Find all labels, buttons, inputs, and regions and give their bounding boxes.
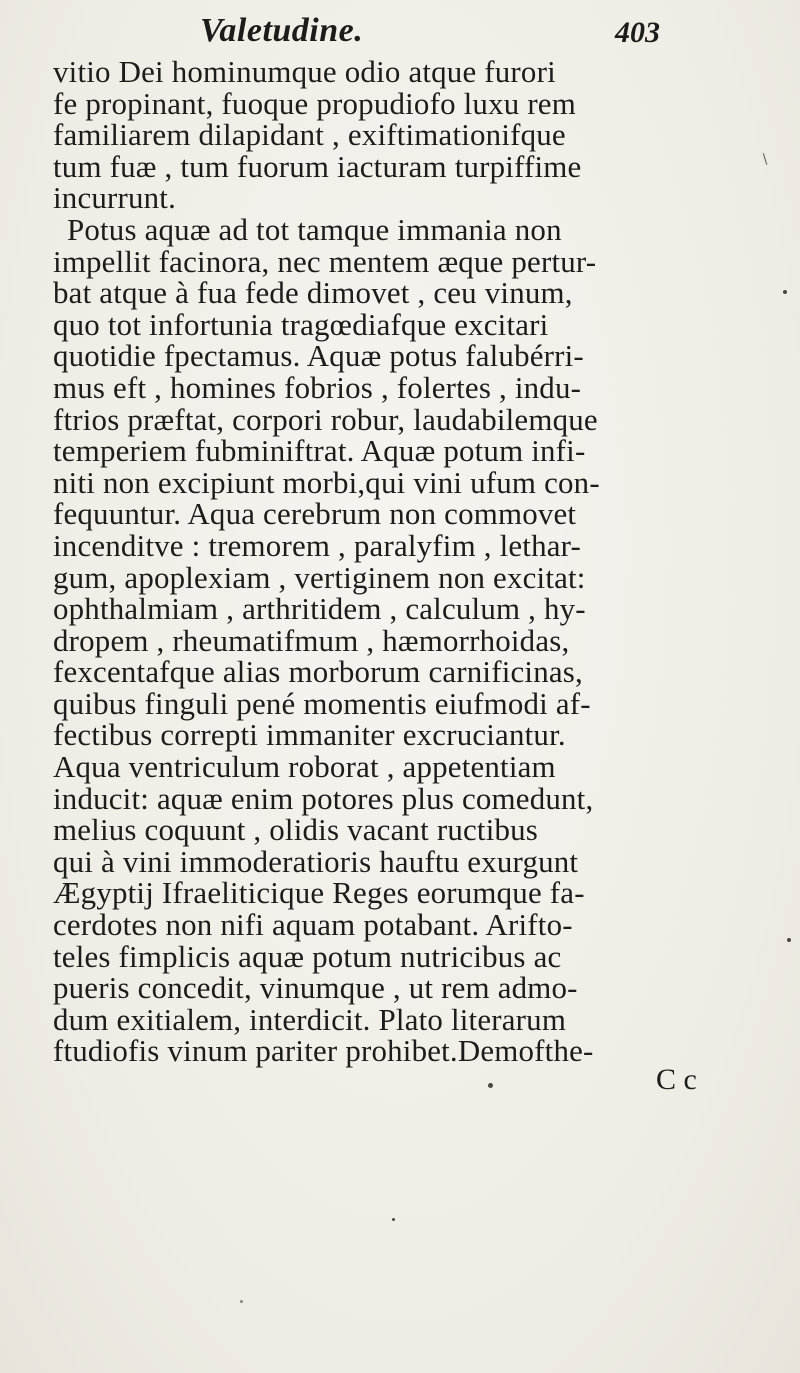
text-line: familiarem dilapidant , exiftimationifque [53, 117, 566, 153]
text-line: bat atque à fua fede dimovet , ceu vinum, [53, 275, 573, 311]
ink-fleck [488, 1083, 493, 1088]
text-line: quibus finguli pené momentis eiufmodi af- [53, 685, 591, 721]
text-line: dropem , rheumatifmum , hæmorrhoidas, [53, 622, 570, 658]
text-line: mus eft , homines fobrios , folertes , indu- [53, 369, 582, 405]
body-text [53, 56, 773, 1067]
text-line: Potus aquæ ad tot tamque immania non [66, 211, 562, 247]
text-line: Ægyptij Ifraeliticique Reges eorumque fa- [53, 875, 585, 911]
ink-fleck [240, 1300, 243, 1303]
text-line: quotidie fpectamus. Aquæ potus falubérri- [53, 338, 584, 374]
text-line: Aqua ventriculum roborat , appetentiam [53, 749, 556, 785]
ink-fleck [787, 938, 791, 942]
text-line: melius coquunt , olidis vacant ructibus [53, 812, 539, 848]
text-line: impellit facinora, nec mentem æque pertur- [53, 243, 597, 279]
text-line: ftudiofis vinum pariter prohibet.Demofthe- [53, 1033, 594, 1069]
ink-fleck [392, 1218, 395, 1221]
margin-mark: ∖ [760, 152, 769, 168]
text-line: gum, apoplexiam , vertiginem non excitat: [53, 559, 586, 595]
text-line: fequuntur. Aqua cerebrum non commovet [53, 496, 577, 532]
catchword: C c [656, 1063, 697, 1096]
text-line: tum fuæ , tum fuorum iacturam turpiffime [53, 148, 582, 184]
text-line: ftrios præftat, corpori robur, laudabilemque [53, 401, 598, 437]
page-header [150, 10, 660, 56]
text-line: teles fimplicis aquæ potum nutricibus ac [53, 938, 562, 974]
text-line: quo tot infortunia tragœdiafque excitari [53, 306, 549, 342]
text-line: vitio Dei hominumque odio atque furori [53, 54, 556, 89]
text-line: pueris concedit, vinumque , ut rem admo- [53, 970, 578, 1006]
text-line: cerdotes non nifi aquam potabant. Arifto- [53, 907, 573, 943]
text-line: fe propinant, fuoque propudiofo luxu rem [53, 85, 576, 121]
text-line: qui à vini immoderatioris hauftu exurgunt [53, 843, 579, 879]
text-line: incenditve : tremorem , paralyfim , lethar- [53, 527, 582, 563]
text-line: inducit: aquæ enim potores plus comedunt, [53, 780, 594, 816]
text-line: incurrunt. [53, 180, 177, 216]
text-line: fectibus correpti immaniter excruciantur. [53, 717, 566, 753]
text-line: dum exitialem, interdicit. Plato literarum [53, 1001, 567, 1037]
running-title: Valetudine. [200, 12, 364, 49]
text-line: fexcentafque alias morborum carnificinas, [53, 654, 583, 690]
page-number: 403 [615, 16, 660, 49]
text-line: temperiem fubminiftrat. Aquæ potum infi- [53, 433, 586, 469]
text-line: niti non excipiunt morbi,qui vini ufum con- [53, 464, 600, 500]
ink-fleck [783, 290, 787, 294]
text-line: ophthalmiam , arthritidem , calculum , hy- [53, 591, 586, 627]
